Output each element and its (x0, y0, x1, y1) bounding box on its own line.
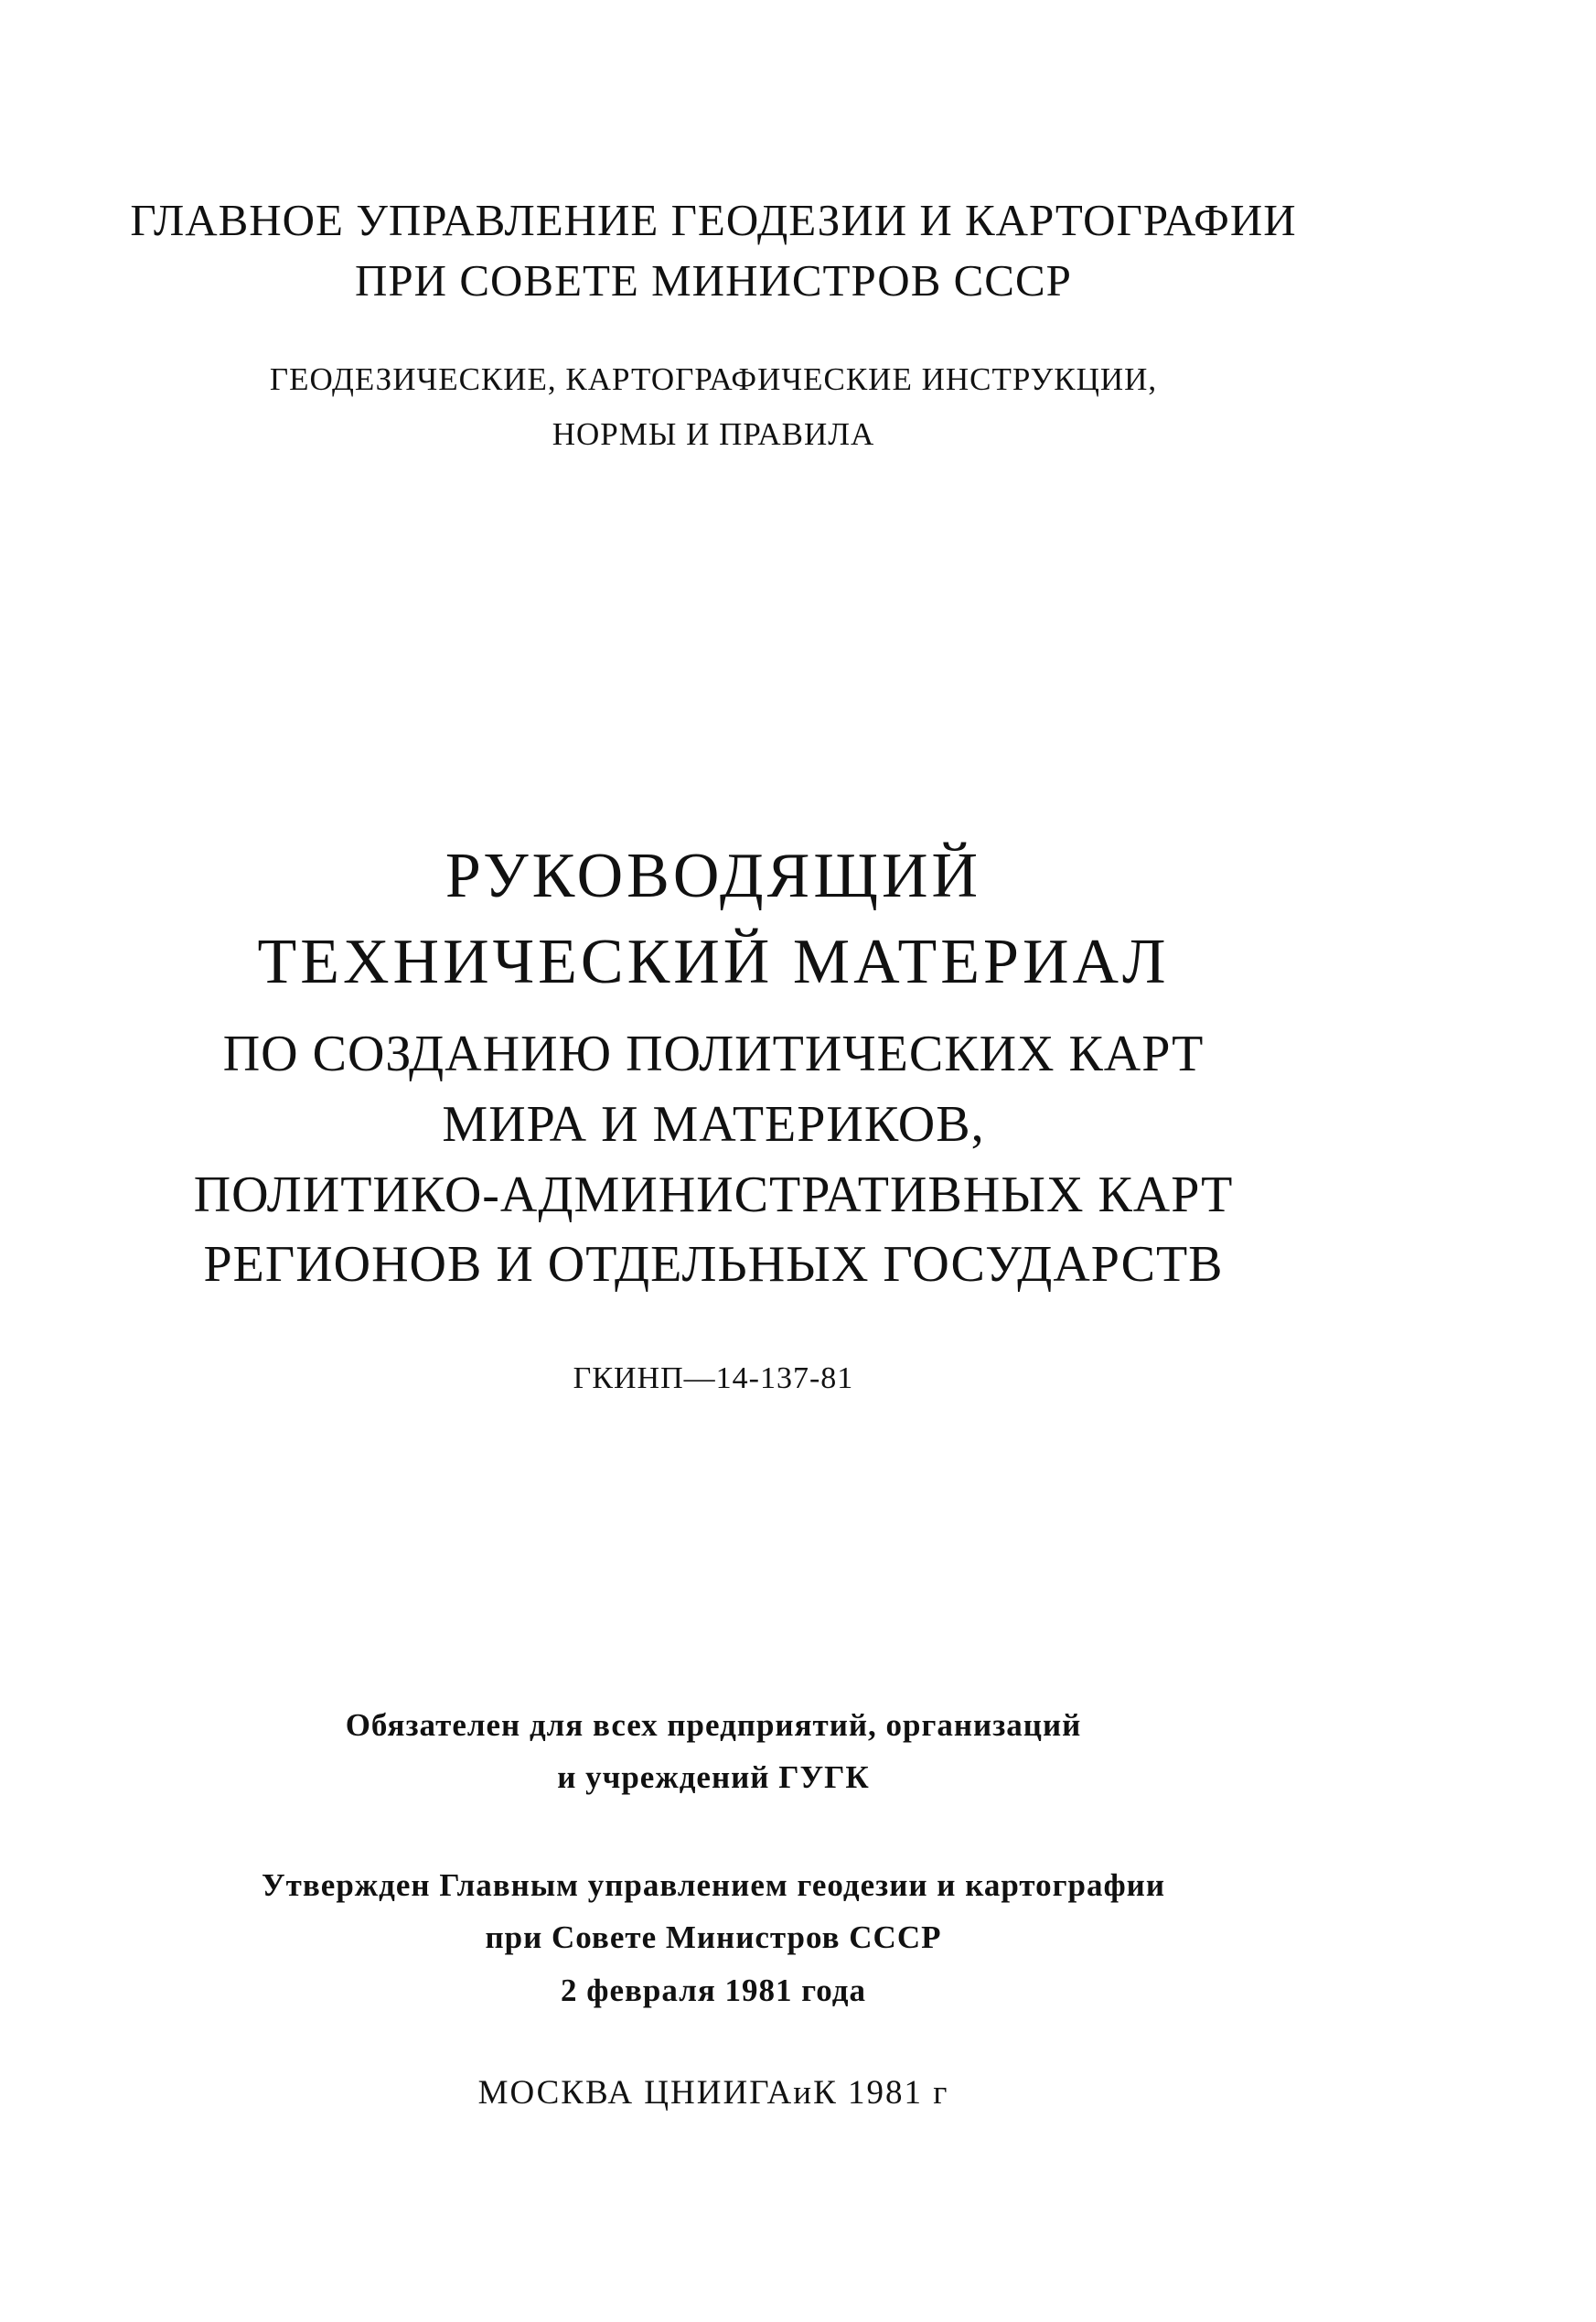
obligation-line-2: и учреждений ГУГК (557, 1759, 870, 1795)
title-line-5: ПОЛИТИКО-АДМИНИСТРАТИВНЫХ КАРТ (193, 1166, 1234, 1223)
title-line-1: РУКОВОДЯЩИЙ (445, 841, 982, 911)
series-line-1: ГЕОДЕЗИЧЕСКИЕ, КАРТОГРАФИЧЕСКИЕ ИНСТРУКЦИИ, (269, 361, 1158, 397)
title-line-6: РЕГИОНОВ И ОТДЕЛЬНЫХ ГОСУДАРСТВ (203, 1236, 1224, 1293)
obligation-line-1: Обязателен для всех предприятий, организаций (345, 1707, 1082, 1743)
title-line-4: МИРА И МАТЕРИКОВ, (442, 1096, 985, 1153)
title-line-3: ПО СОЗДАНИЮ ПОЛИТИЧЕСКИХ КАРТ (222, 1026, 1205, 1082)
series-line-2: НОРМЫ И ПРАВИЛА (552, 416, 875, 452)
approval-line-3: 2 февраля 1981 года (561, 1973, 866, 2008)
title-line-2: ТЕХНИЧЕСКИЙ МАТЕРИАЛ (257, 927, 1170, 997)
approval-line-2: при Совете Министров СССР (485, 1919, 942, 1955)
approval-line-1: Утвержден Главным управлением геодезии и картографии (262, 1867, 1165, 1903)
publisher-imprint: МОСКВА ЦНИИГАиК 1981 г (477, 2074, 949, 2112)
document-code: ГКИНП—14-137-81 (573, 1361, 854, 1395)
organization-line-1: ГЛАВНОЕ УПРАВЛЕНИЕ ГЕОДЕЗИИ И КАРТОГРАФИИ (130, 195, 1297, 245)
organization-line-2: ПРИ СОВЕТЕ МИНИСТРОВ СССР (355, 255, 1072, 306)
